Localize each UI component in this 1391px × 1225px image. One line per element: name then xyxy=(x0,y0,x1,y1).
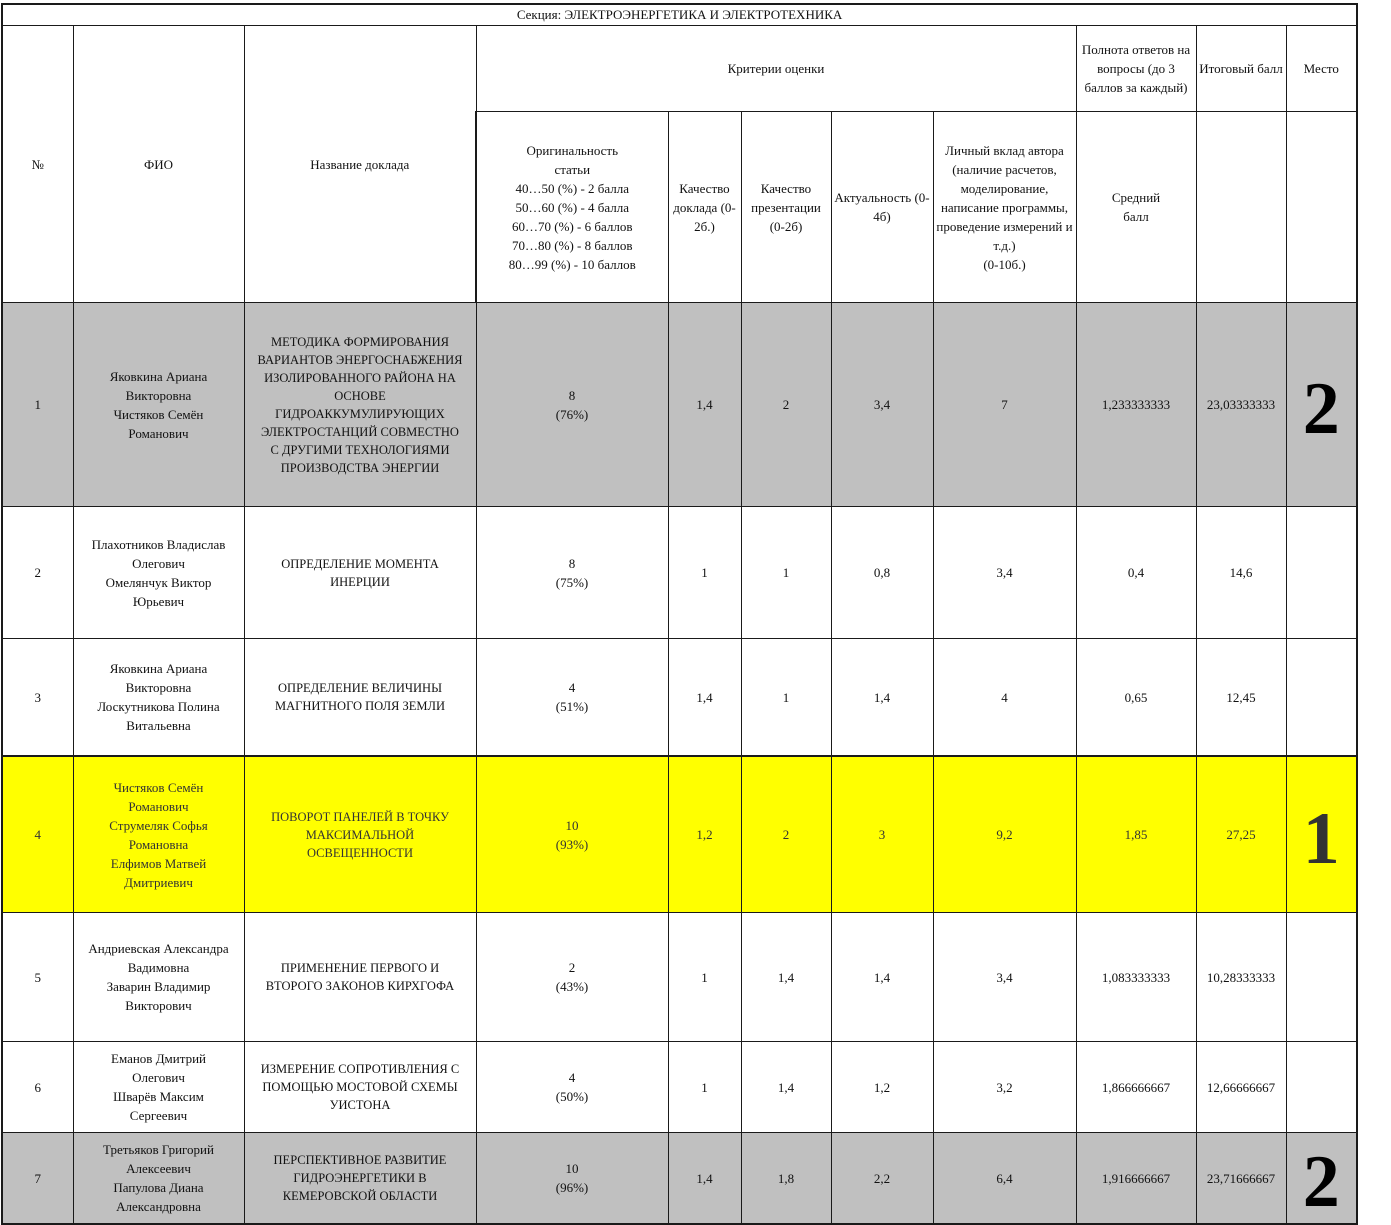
row-relevance: 3,4 xyxy=(831,303,933,507)
row-presentation-quality: 1,4 xyxy=(741,913,831,1042)
row-contribution: 4 xyxy=(933,639,1076,757)
row-average: 0,65 xyxy=(1076,639,1196,757)
row-contribution: 3,2 xyxy=(933,1042,1076,1133)
row-average: 1,866666667 xyxy=(1076,1042,1196,1133)
header-contribution: Личный вклад автора (наличие расчетов, моделирование, написание программы, проведение измерений и т.д.) (0-10б.) xyxy=(933,112,1076,303)
row-contribution: 7 xyxy=(933,303,1076,507)
row-title: ПРИМЕНЕНИЕ ПЕРВОГО И ВТОРОГО ЗАКОНОВ КИРХГОФА xyxy=(244,913,476,1042)
row-presentation-quality: 1,8 xyxy=(741,1133,831,1225)
section-row xyxy=(2,4,1357,26)
table-row xyxy=(2,507,1357,639)
row-contribution: 3,4 xyxy=(933,913,1076,1042)
row-num: 7 xyxy=(2,1133,73,1225)
row-title: ПЕРСПЕКТИВНОЕ РАЗВИТИЕ ГИДРОЭНЕРГЕТИКИ В КЕМЕРОВСКОЙ ОБЛАСТИ xyxy=(244,1133,476,1225)
row-relevance: 1,2 xyxy=(831,1042,933,1133)
row-report-quality: 1 xyxy=(668,507,741,639)
row-presentation-quality: 1 xyxy=(741,507,831,639)
row-num: 2 xyxy=(2,507,73,639)
table-row xyxy=(2,913,1357,1042)
row-originality: 4 (50%) xyxy=(476,1042,668,1133)
table-row xyxy=(2,756,1357,913)
row-report-quality: 1 xyxy=(668,1042,741,1133)
row-originality: 10 (93%) xyxy=(476,756,668,913)
table-body xyxy=(2,4,1357,1224)
header-total-empty xyxy=(1196,112,1286,303)
header-fio: ФИО xyxy=(73,26,244,303)
row-relevance: 1,4 xyxy=(831,639,933,757)
row-fio: Яковкина Ариана Викторовна Лоскутникова Полина Витальевна xyxy=(73,639,244,757)
row-report-quality: 1,4 xyxy=(668,303,741,507)
header-title: Название доклада xyxy=(244,26,476,303)
row-place xyxy=(1286,1042,1357,1133)
header-originality: Оригинальность статьи 40…50 (%) - 2 балла 50…60 (%) - 4 балла 60…70 (%) - 6 баллов 70…80 (%) - 8 баллов 80…99 (%) - 10 баллов xyxy=(476,112,668,303)
row-total: 14,6 xyxy=(1196,507,1286,639)
row-fio: Плахотников Владислав Олегович Омелянчук Виктор Юрьевич xyxy=(73,507,244,639)
table-row xyxy=(2,1133,1357,1225)
row-contribution: 6,4 xyxy=(933,1133,1076,1225)
row-presentation-quality: 2 xyxy=(741,756,831,913)
row-total: 23,71666667 xyxy=(1196,1133,1286,1225)
row-total: 27,25 xyxy=(1196,756,1286,913)
row-place xyxy=(1286,639,1357,757)
row-total: 10,28333333 xyxy=(1196,913,1286,1042)
header-row-1 xyxy=(2,26,1357,112)
row-relevance: 2,2 xyxy=(831,1133,933,1225)
row-num: 5 xyxy=(2,913,73,1042)
row-title: ИЗМЕРЕНИЕ СОПРОТИВЛЕНИЯ С ПОМОЩЬЮ МОСТОВОЙ СХЕМЫ УИСТОНА xyxy=(244,1042,476,1133)
header-presentation-quality: Качество презентации (0-2б) xyxy=(741,112,831,303)
header-place: Место xyxy=(1286,26,1357,112)
section-title: Секция: ЭЛЕКТРОЭНЕРГЕТИКА И ЭЛЕКТРОТЕХНИКА xyxy=(2,4,1357,26)
header-criteria: Критерии оценки xyxy=(476,26,1076,112)
header-place-empty xyxy=(1286,112,1357,303)
row-title: ПОВОРОТ ПАНЕЛЕЙ В ТОЧКУ МАКСИМАЛЬНОЙ ОСВЕЩЕННОСТИ xyxy=(244,756,476,913)
row-fio: Еманов Дмитрий Олегович Шварёв Максим Сергеевич xyxy=(73,1042,244,1133)
row-num: 1 xyxy=(2,303,73,507)
row-report-quality: 1,2 xyxy=(668,756,741,913)
header-average: Средний балл xyxy=(1076,112,1196,303)
row-average: 1,916666667 xyxy=(1076,1133,1196,1225)
row-place xyxy=(1286,913,1357,1042)
row-contribution: 9,2 xyxy=(933,756,1076,913)
row-fio: Яковкина Ариана Викторовна Чистяков Семён Романович xyxy=(73,303,244,507)
row-average: 1,083333333 xyxy=(1076,913,1196,1042)
row-title: ОПРЕДЕЛЕНИЕ ВЕЛИЧИНЫ МАГНИТНОГО ПОЛЯ ЗЕМЛИ xyxy=(244,639,476,757)
row-report-quality: 1 xyxy=(668,913,741,1042)
header-relevance: Актуальность (0-4б) xyxy=(831,112,933,303)
row-place: 2 xyxy=(1286,1133,1357,1225)
row-presentation-quality: 1 xyxy=(741,639,831,757)
row-fio: Чистяков Семён Романович Струмеляк Софья Романовна Елфимов Матвей Дмитриевич xyxy=(73,756,244,913)
row-report-quality: 1,4 xyxy=(668,1133,741,1225)
row-total: 12,45 xyxy=(1196,639,1286,757)
row-relevance: 0,8 xyxy=(831,507,933,639)
row-title: ОПРЕДЕЛЕНИЕ МОМЕНТА ИНЕРЦИИ xyxy=(244,507,476,639)
header-completeness: Полнота ответов на вопросы (до 3 баллов за каждый) xyxy=(1076,26,1196,112)
row-average: 0,4 xyxy=(1076,507,1196,639)
row-relevance: 3 xyxy=(831,756,933,913)
header-num: № xyxy=(2,26,73,303)
header-total: Итоговый балл xyxy=(1196,26,1286,112)
row-average: 1,85 xyxy=(1076,756,1196,913)
row-place xyxy=(1286,507,1357,639)
header-report-quality: Качество доклада (0-2б.) xyxy=(668,112,741,303)
row-originality: 2 (43%) xyxy=(476,913,668,1042)
row-place: 1 xyxy=(1286,756,1357,913)
row-fio: Андриевская Александра Вадимовна Заварин Владимир Викторович xyxy=(73,913,244,1042)
row-total: 23,03333333 xyxy=(1196,303,1286,507)
row-num: 4 xyxy=(2,756,73,913)
table-row xyxy=(2,1042,1357,1133)
row-num: 3 xyxy=(2,639,73,757)
row-originality: 8 (76%) xyxy=(476,303,668,507)
row-num: 6 xyxy=(2,1042,73,1133)
table-row xyxy=(2,639,1357,757)
row-presentation-quality: 2 xyxy=(741,303,831,507)
row-total: 12,66666667 xyxy=(1196,1042,1286,1133)
results-table xyxy=(1,3,1358,1225)
row-relevance: 1,4 xyxy=(831,913,933,1042)
row-report-quality: 1,4 xyxy=(668,639,741,757)
row-fio: Третьяков Григорий Алексеевич Папулова Диана Александровна xyxy=(73,1133,244,1225)
row-originality: 4 (51%) xyxy=(476,639,668,757)
row-originality: 8 (75%) xyxy=(476,507,668,639)
row-average: 1,233333333 xyxy=(1076,303,1196,507)
row-place: 2 xyxy=(1286,303,1357,507)
row-presentation-quality: 1,4 xyxy=(741,1042,831,1133)
row-originality: 10 (96%) xyxy=(476,1133,668,1225)
row-title: МЕТОДИКА ФОРМИРОВАНИЯ ВАРИАНТОВ ЭНЕРГОСНАБЖЕНИЯ ИЗОЛИРОВАННОГО РАЙОНА НА ОСНОВЕ ГИДРОАККУМУЛИРУЮЩИХ ЭЛЕКТРОСТАНЦИЙ СОВМЕСТНО С ДРУГИМИ ТЕХНОЛОГИЯМИ ПРОИЗВОДСТВА ЭНЕРГИИ xyxy=(244,303,476,507)
row-contribution: 3,4 xyxy=(933,507,1076,639)
table-row xyxy=(2,303,1357,507)
